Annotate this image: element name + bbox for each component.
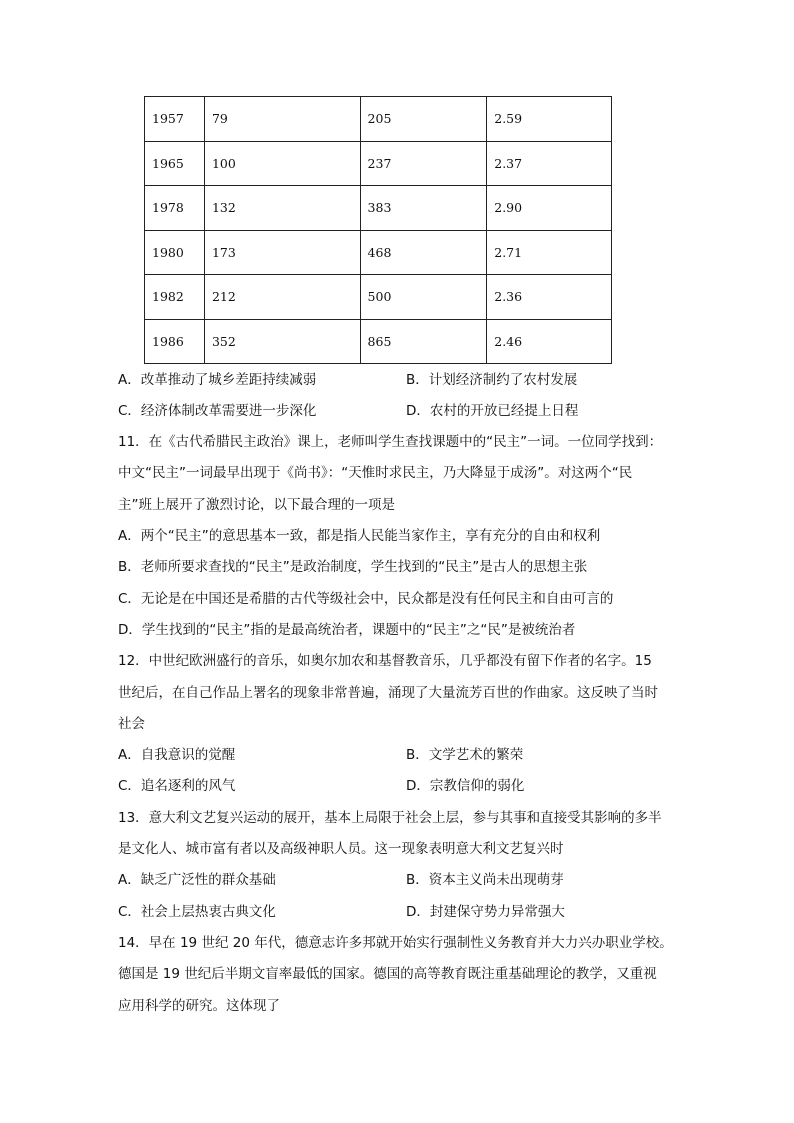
table-cell: 2.46 — [487, 319, 612, 364]
table-cell: 205 — [360, 97, 487, 142]
table-cell: 865 — [360, 319, 487, 364]
q13-option-b[interactable]: B．资本主义尚未出现萌芽 — [406, 872, 564, 888]
q10-option-c[interactable]: C．经济体制改革需要进一步深化 — [118, 403, 317, 419]
table-cell: 500 — [360, 275, 487, 320]
q12-stem-line: 12．中世纪欧洲盛行的音乐，如奥尔加农和基督教音乐，几乎都没有留下作者的名字。15 — [118, 653, 652, 669]
table-row — [145, 275, 612, 320]
table-cell: 383 — [360, 186, 487, 231]
table-cell: 1982 — [145, 275, 205, 320]
table-cell: 352 — [204, 319, 360, 364]
table-cell: 2.37 — [487, 141, 612, 186]
q11-stem-line: 中文“民主”一词最早出现于《尚书》：“天惟时求民主，乃大降显于成汤”。对这两个“民 — [118, 465, 633, 481]
q13-option-a[interactable]: A．缺乏广泛性的群众基础 — [118, 872, 276, 888]
q12-stem-line: 社会 — [118, 716, 145, 732]
table-cell: 173 — [204, 230, 360, 275]
q11-stem-line: 11．在《古代希腊民主政治》课上，老师叫学生查找课题中的“民主”一词。一位同学找到： — [118, 434, 663, 450]
table-cell: 1965 — [145, 141, 205, 186]
q11-stem-line: 主”班上展开了激烈讨论，以下最合理的一项是 — [118, 497, 395, 513]
table-cell: 1957 — [145, 97, 205, 142]
q11-option-b[interactable]: B．老师所要求查找的“民主”是政治制度，学生找到的“民主”是古人的思想主张 — [118, 559, 588, 575]
q13-option-d[interactable]: D．封建保守势力异常强大 — [406, 904, 565, 920]
table-cell: 2.36 — [487, 275, 612, 320]
table-cell: 100 — [204, 141, 360, 186]
table-cell: 212 — [204, 275, 360, 320]
table-row — [145, 141, 612, 186]
table-cell: 2.90 — [487, 186, 612, 231]
q14-stem-line: 应用科学的研究。这体现了 — [118, 998, 280, 1014]
q13-option-c[interactable]: C．社会上层热衷古典文化 — [118, 904, 276, 920]
q12-option-a[interactable]: A．自我意识的觉醒 — [118, 747, 236, 763]
table-cell: 1986 — [145, 319, 205, 364]
q12-option-b[interactable]: B．文学艺术的繁荣 — [406, 747, 524, 763]
q11-option-d[interactable]: D．学生找到的“民主”指的是最高统治者，课题中的“民主”之“民”是被统治者 — [118, 622, 576, 638]
q11-option-a[interactable]: A．两个“民主”的意思基本一致，都是指人民能当家作主，享有充分的自由和权利 — [118, 528, 601, 544]
table-cell: 79 — [204, 97, 360, 142]
table-cell: 1978 — [145, 186, 205, 231]
table-cell: 2.59 — [487, 97, 612, 142]
q10-option-b[interactable]: B．计划经济制约了农村发展 — [406, 372, 578, 388]
q14-stem-line: 14．早在 19 世纪 20 年代，德意志许多邦就开始实行强制性义务教育并大力兴办职业学校。 — [118, 935, 673, 951]
q10-option-a[interactable]: A．改革推动了城乡差距持续减弱 — [118, 372, 317, 388]
table-row — [145, 97, 612, 142]
q12-option-d[interactable]: D．宗教信仰的弱化 — [406, 778, 525, 794]
table-cell: 1980 — [145, 230, 205, 275]
q13-stem-line: 是文化人、城市富有者以及高级神职人员。这一现象表明意大利文艺复兴时 — [118, 841, 564, 857]
table-row — [145, 319, 612, 364]
data-table — [144, 96, 612, 364]
table-cell: 132 — [204, 186, 360, 231]
table-cell: 237 — [360, 141, 487, 186]
table-row — [145, 230, 612, 275]
table-cell: 2.71 — [487, 230, 612, 275]
q12-option-c[interactable]: C．追名逐利的风气 — [118, 778, 236, 794]
table-row — [145, 186, 612, 231]
table-cell: 468 — [360, 230, 487, 275]
q10-option-d[interactable]: D．农村的开放已经提上日程 — [406, 403, 579, 419]
q12-stem-line: 世纪后，在自己作品上署名的现象非常普遍，涌现了大量流芳百世的作曲家。这反映了当时 — [118, 685, 658, 701]
q11-option-c[interactable]: C．无论是在中国还是希腊的古代等级社会中，民众都是没有任何民主和自由可言的 — [118, 591, 614, 607]
q14-stem-line: 德国是 19 世纪后半期文盲率最低的国家。德国的高等教育既注重基础理论的教学，又重视 — [118, 966, 657, 982]
q13-stem-line: 13．意大利文艺复兴运动的展开，基本上局限于社会上层，参与其事和直接受其影响的多半 — [118, 810, 662, 826]
